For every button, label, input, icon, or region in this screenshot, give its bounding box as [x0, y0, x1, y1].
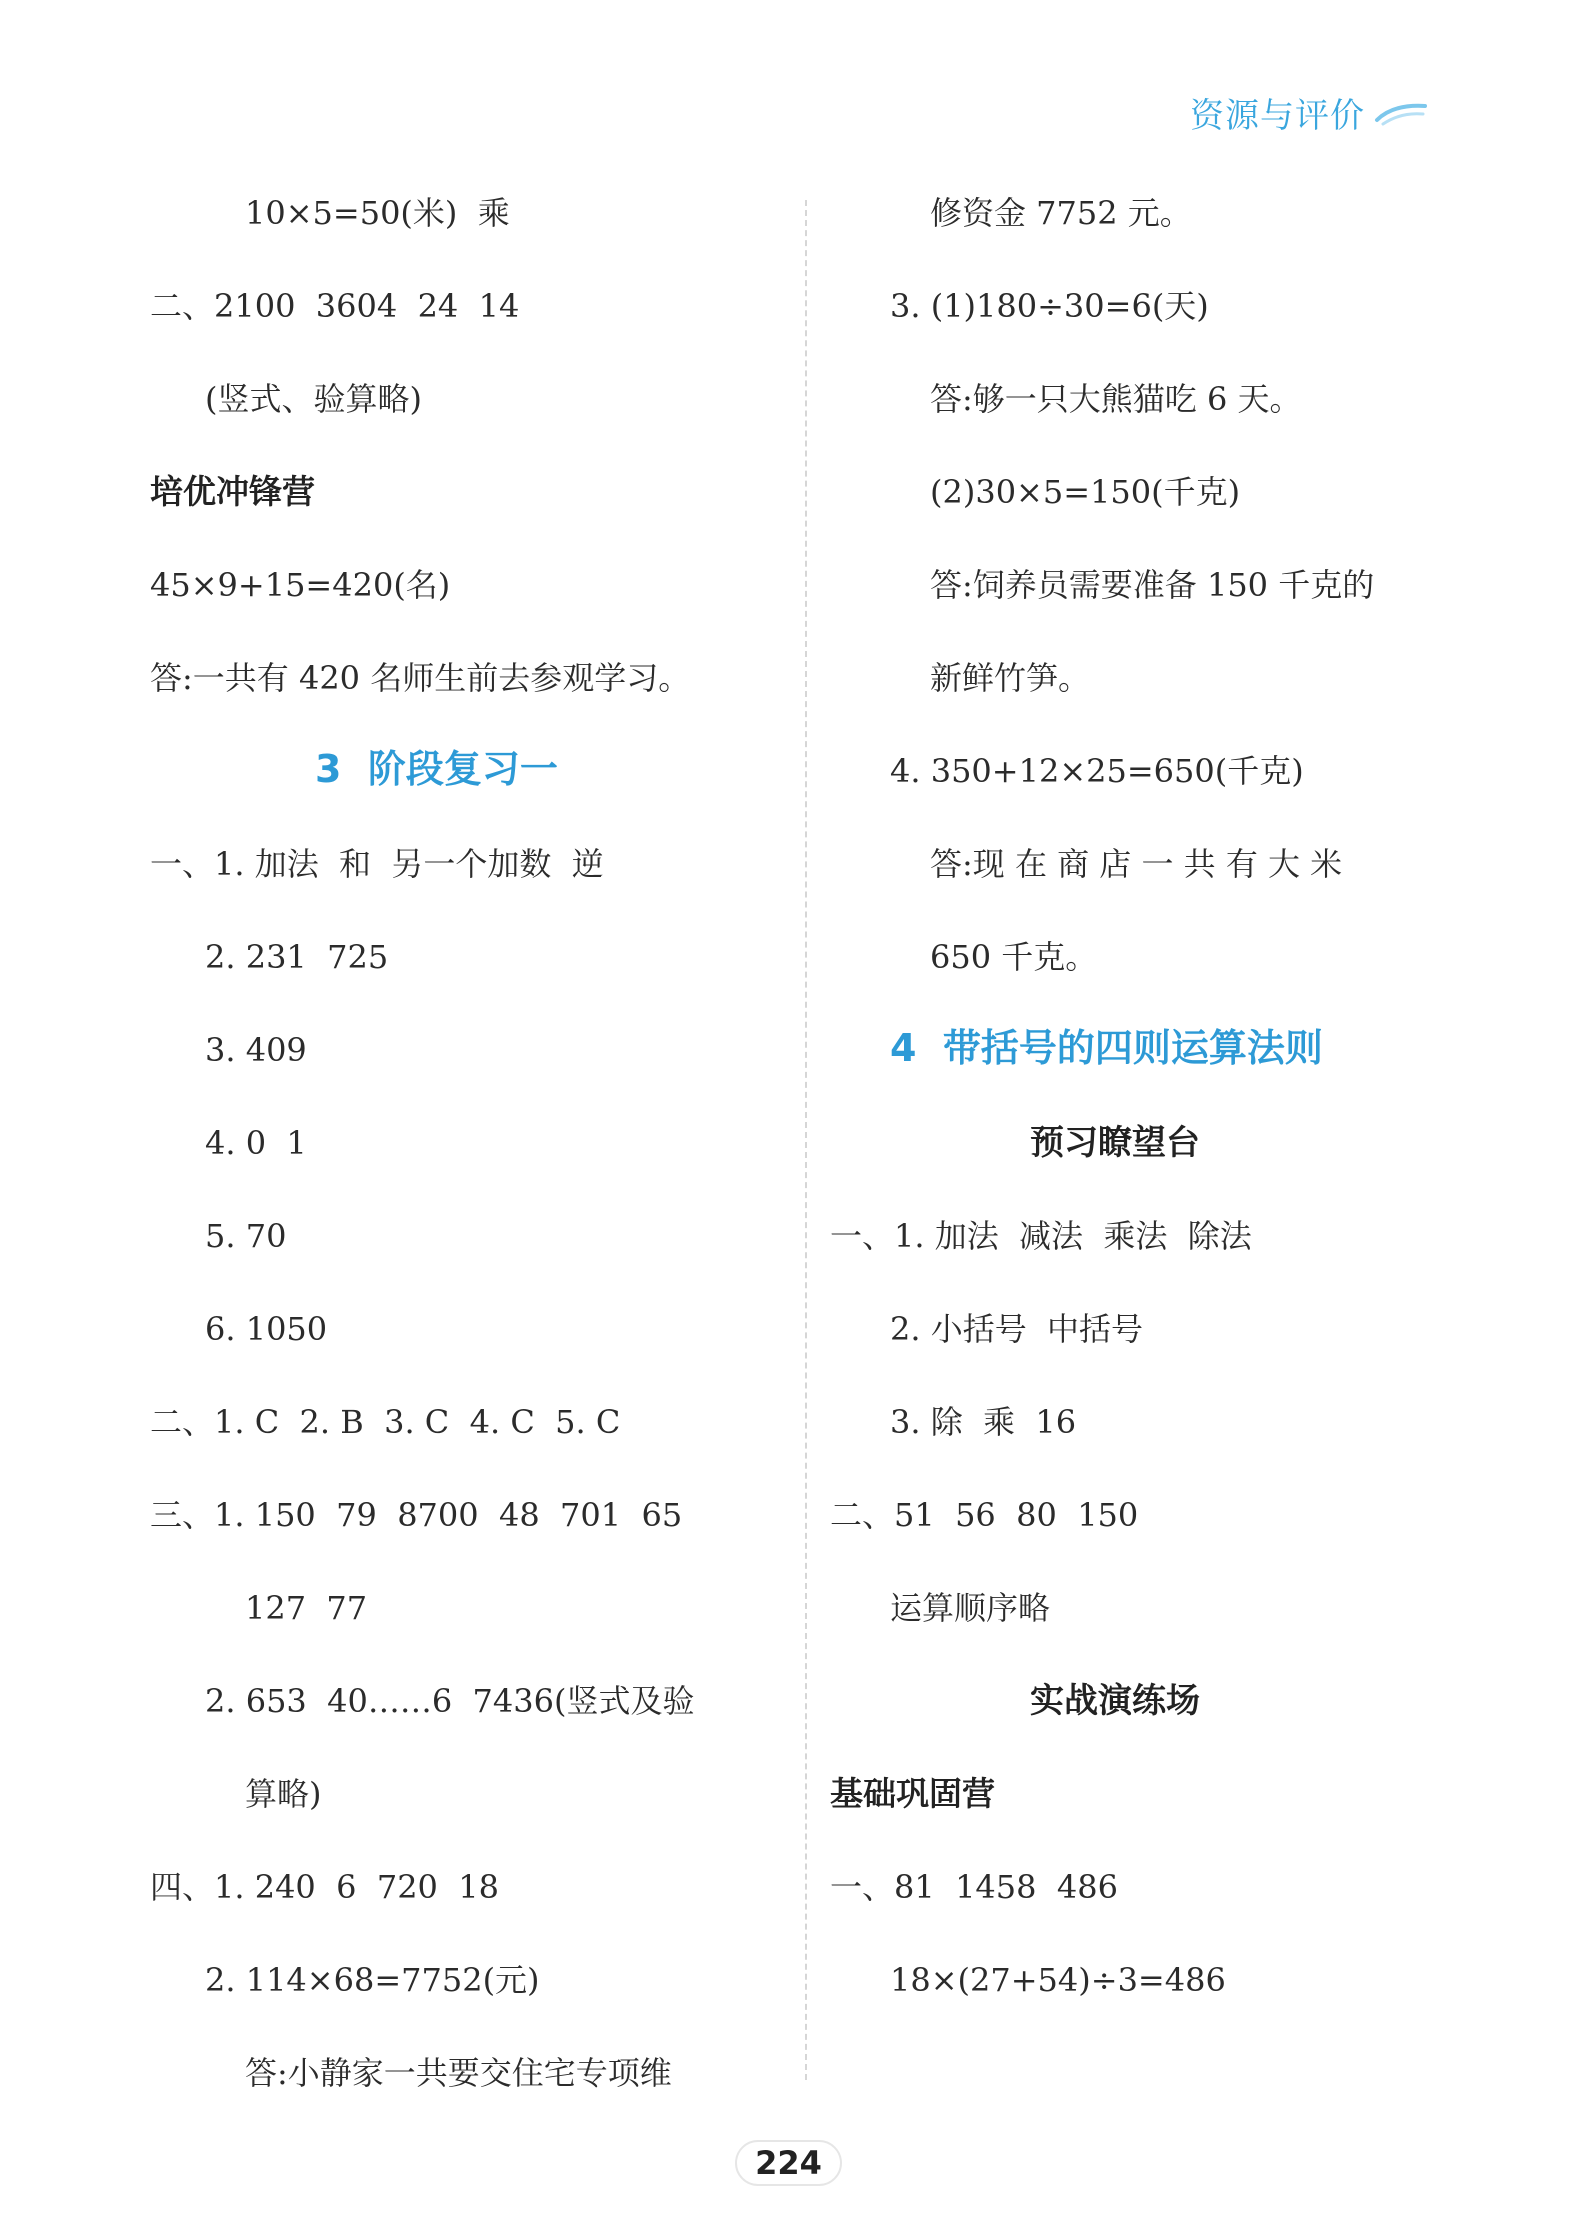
page-number-label: 224	[735, 2140, 842, 2186]
answer-line: 一、1. 加法 和 另一个加数 逆	[150, 845, 604, 883]
answer-line: 127 77	[245, 1589, 368, 1627]
answer-line: 5. 70	[205, 1217, 287, 1255]
answer-line: 2. 653 40……6 7436(竖式及验	[205, 1682, 695, 1720]
answer-line: 三、1. 150 79 8700 48 701 65	[150, 1496, 683, 1534]
answer-line: 3. 409	[205, 1031, 307, 1069]
answer-line: 答:饲养员需要准备 150 千克的	[930, 566, 1375, 604]
answer-line: 650 千克。	[930, 938, 1098, 976]
column-divider	[805, 200, 807, 2080]
heading-shizhan: 实战演练场	[1030, 1681, 1200, 1721]
answer-line: (竖式、验算略)	[205, 380, 422, 418]
heading-yuxi: 预习瞭望台	[1030, 1123, 1200, 1163]
answer-line: 4. 0 1	[205, 1124, 307, 1162]
answer-line: 二、51 56 80 150	[830, 1496, 1139, 1534]
answer-line: 10×5=50(米) 乘	[245, 194, 510, 232]
page-number	[0, 2140, 1577, 2186]
swoosh-decoration-icon	[1373, 98, 1429, 128]
answer-line: 修资金 7752 元。	[930, 194, 1192, 232]
answer-line: 4. 350+12×25=650(千克)	[890, 752, 1304, 790]
answer-line: 45×9+15=420(名)	[150, 566, 451, 604]
answer-line: 18×(27+54)÷3=486	[890, 1961, 1226, 1999]
answer-line: 一、1. 加法 减法 乘法 除法	[830, 1217, 1252, 1255]
answer-line: 3. (1)180÷30=6(天)	[890, 287, 1209, 325]
answer-line: 四、1. 240 6 720 18	[150, 1868, 499, 1906]
answer-line: 答:一共有 420 名师生前去参观学习。	[150, 659, 691, 697]
answer-line: 2. 231 725	[205, 938, 389, 976]
section-title-3: 3 阶段复习一	[315, 747, 558, 791]
answer-line: 2. 114×68=7752(元)	[205, 1961, 540, 1999]
answer-line: 3. 除 乘 16	[890, 1403, 1077, 1441]
answer-line: 答:现 在 商 店 一 共 有 大 米	[930, 845, 1343, 883]
answer-line: 6. 1050	[205, 1310, 328, 1348]
subheading-peiyou: 培优冲锋营	[150, 472, 315, 511]
page-header	[1190, 88, 1429, 137]
header-title: 资源与评价	[1190, 96, 1365, 136]
answer-line: 2. 小括号 中括号	[890, 1310, 1144, 1348]
subheading-jichu: 基础巩固营	[830, 1774, 995, 1813]
answer-line: 答:小静家一共要交住宅专项维	[245, 2054, 672, 2092]
answer-line: 运算顺序略	[890, 1589, 1051, 1627]
answer-line: 一、81 1458 486	[830, 1868, 1118, 1906]
section-title-4: 4 带括号的四则运算法则	[890, 1026, 1323, 1070]
answer-line: 二、2100 3604 24 14	[150, 287, 520, 325]
answer-line: 新鲜竹笋。	[930, 659, 1091, 697]
answer-line: 二、1. C 2. B 3. C 4. C 5. C	[150, 1403, 621, 1441]
answer-line: (2)30×5=150(千克)	[930, 473, 1241, 511]
answer-line: 算略)	[245, 1775, 322, 1813]
answer-line: 答:够一只大熊猫吃 6 天。	[930, 380, 1302, 418]
